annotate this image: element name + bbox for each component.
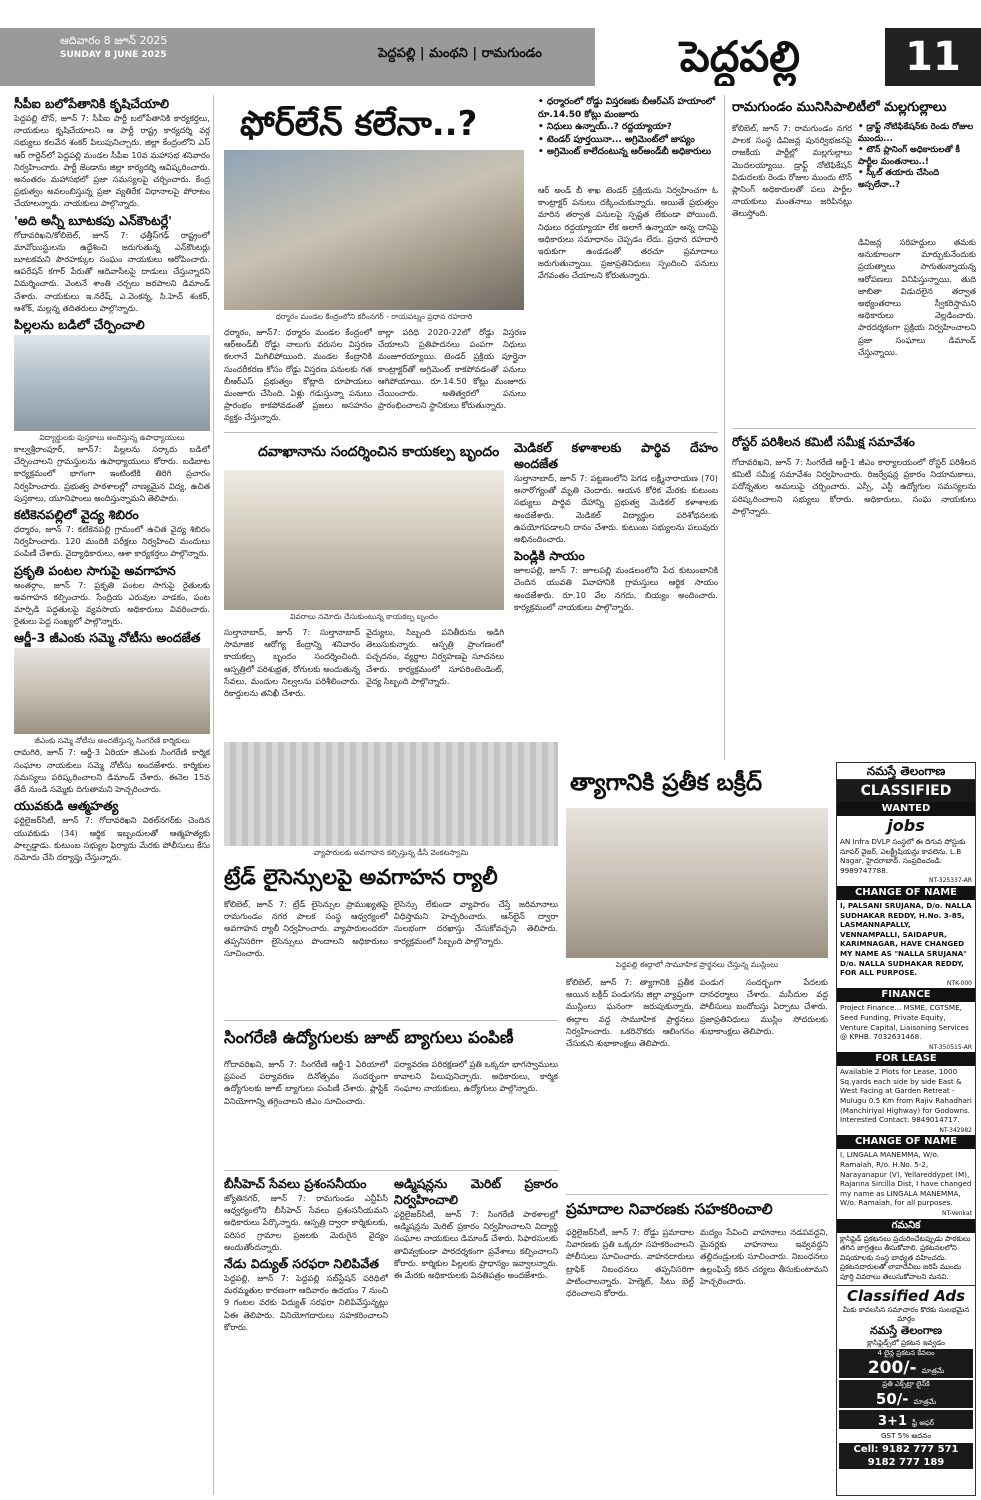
jobs-logo: jobs: [887, 816, 925, 835]
article-bch: జ్యోతినగర్, జూన్ 7: రామగుండం ఎన్టీపీసీ ఆధ్వర్యంలోని బీసీహెచ్ సేవలు ప్రశంసనీయమని అధికారులు పేర్కొన్నారు. ఆస్పత్రి ద్వారా కార్మికులకు, పరిసర గ్రామాల ప్రజలకు మెరుగైన వైద్యం అందుతోందన్నారు.: [224, 1193, 388, 1252]
section-divider: [224, 432, 718, 433]
school-photo: [14, 335, 210, 431]
price-2-value: 50/-: [875, 1390, 909, 1409]
notice-text: క్లాసిఫైడ్ ప్రకటనలు ప్రచురించేటప్పుడు పాఠకులు తగిన జాగ్రత్తలు తీసుకోవాలి. ప్రకటనలలోని విషయాలకు సంస్థ బాధ్యత వహించదు. ప్రకటనదారులతో లావాదేవీలు జరిపే ముందు పూర్తి వివరాలు తెలుసుకోవాలని మనవి.: [840, 1233, 971, 1281]
change-of-name-2-title: CHANGE OF NAME: [837, 1135, 975, 1149]
masthead-districts: పెద్దపల్లి | మంథని | రామగుండం: [378, 46, 542, 61]
price-block-2: [839, 1380, 973, 1408]
promo-brand: నమస్తే తెలంగాణ: [869, 1323, 943, 1337]
lead-bullet: • ధర్మారంలో రోడ్డు విస్తరణకు బీఆర్ఎస్ హయాంలో రూ.14.50 కోట్లు మంజూరు: [538, 96, 718, 121]
section-divider: [732, 428, 976, 429]
lease-ad: Available 2 Plots for Lease, 1000 Sq.yards each side by side East & West Facing at Garden Retreat - Mulugu 0.5 Km from Rajiv Rahadhari (Manchiriyal Highway) for Godowns. Interested Contact: 9849014717.: [840, 1067, 972, 1125]
article-cpi-body: పెద్దపల్లి టౌన్, జూన్ 7: సీపీఐ పార్టీ బలోపేతానికి కార్యకర్తలు, నాయకులు కృషిచేయాలని ఆ పార్టీ రాష్ట్ర కార్యదర్శి వర్గ సభ్యులు కలవేన శంకర్ పిలుపునిచ్చారు. జిల్లా కేంద్రంలోని ఎస్ ఆర్ గార్డెన్‌లో పెద్దపల్లి మండల సీపీఐ 10వ మహాసభ శనివారం నిర్వహించారు. పార్టీ జెండాను జిల్లా కార్యదర్శి ఆవిష్కరించారు. అనంతరం మహాసభలో ప్రజా సమస్యలపై చర్చించారు. కేంద్ర ప్రభుత్వం అవలంబిస్తున్న ప్రజా వ్యతిరేక విధానాలపై పోరాటం చేయాలన్నారు. నాయకులు పాల్గొన్నారు.: [14, 113, 210, 209]
article-admission: ఫర్టిలైజర్‌సిటీ, జూన్ 7: సింగరేణి పాఠశాలల్లో అడ్మిషన్లను మెరిట్ ప్రకారం నిర్వహించాలని విద్యార్థి సంఘాల నాయకులు డిమాండ్ చేశారు. సిఫారసులకు తావివ్వకుండా పారదర్శకంగా ప్రవేశాలు కల్పించాలని కోరారు. కార్మికుల పిల్లలకు ప్రాధాన్యం ఇవ్వాలన్నారు. ఈ మేరకు అధికారులకు వినతిపత్రం అందజేశారు.: [394, 1209, 558, 1281]
left-column: [14, 96, 210, 1496]
headline-bch: బీసీహెచ్ సేవలు ప్రశంసనీయం: [224, 1176, 367, 1191]
price-1-suffix: మాత్రమే: [921, 1367, 945, 1376]
wanted-ad-code: NT-325337-AR: [929, 877, 972, 885]
lead-headline: ఫోర్‌లేన్ కలేనా..?: [240, 104, 478, 144]
bakrid-body-col2: పండుగ సందర్భంగా పేదలకు దానధర్మాలు చేశారు. మసీదుల వద్ద పోలీసులు బందోబస్తు ఏర్పాటు చేశారు. ప్రజాప్రతినిధులు ముస్లిం సోదరులకు శుభాకాంక్షలు తెలిపారు.: [700, 977, 828, 1036]
classifieds-panel: [836, 762, 976, 1496]
headline-cpi: సీపీఐ బలోపేతానికి కృషిచేయాలి: [14, 96, 170, 111]
page-number: 11: [885, 28, 981, 86]
change-of-name-code: NTK-000: [946, 979, 972, 987]
article-power-cut: పెద్దపల్లి, జూన్ 7: పెద్దపల్లి సబ్‌స్టేషన్ పరిధిలో మరమ్మతుల కారణంగా ఆదివారం ఉదయం 7 నుంచి 9 గంటల వరకు విద్యుత్ సరఫరా నిలిపివేస్తున్నట్లు ఏఈ తెలిపారు. వినియోగదారులు సహకరించాలని కోరారు.: [224, 1273, 388, 1332]
section-divider: [224, 1170, 558, 1171]
article-school-body: కాల్వశ్రీరాంపూర్, జూన్7: పిల్లలను సర్కారు బడిలో చేర్పించాలని గ్రామస్తులను ఉపాధ్యాయులు కోరారు. బడిబాట కార్యక్రమంలో భాగంగా ఇంటింటికి తిరిగి ప్రచారం నిర్వహించారు. ప్రభుత్వ పాఠశాలల్లో నాణ్యమైన విద్య, ఉచిత పుస్తకాలు, యూనిఫాంలు అందిస్తున్నామని తెలిపారు.: [14, 444, 210, 503]
change-of-name-title: CHANGE OF NAME: [837, 886, 975, 900]
finance-title: FINANCE: [837, 988, 975, 1002]
article-suicide-body: ఫర్టిలైజర్‌సిటీ, జూన్ 7: గోదావరిఖని విఠల్‌నగర్‌కు చెందిన యువకుడు (34) ఆర్థిక ఇబ్బందులతో ఆత్మహత్యకు పాల్పడ్డాడు. కుటుంబ సభ్యుల ఫిర్యాదు మేరకు పోలీసులు కేసు నమోదు చేసి దర్యాప్తు చేస్తున్నారు.: [14, 815, 210, 862]
bakrid-prayer-photo: [566, 808, 828, 958]
kayakalpa-body-col1: సుల్తానాబాద్, జూన్ 7: సుల్తానాబాద్ సామాజిక ఆరోగ్య కేంద్రాన్ని శనివారం కాయకల్ప బృందం సందర్శించింది. ఆస్పత్రిలో పరిశుభ్రత, రోగులకు అందుతున్న సేవలు, మందుల నిల్వలను పరిశీలించారు. రికార్డులను తనిఖీ చేశారు.: [224, 627, 360, 699]
headline-trade-license: ట్రేడ్ లైసెన్సులపై అవగాహన ర్యాలీ: [224, 865, 498, 889]
promo-tagline: క్లాసిఫైడ్స్‌లో ప్రకటన ఇవ్వడం: [867, 1337, 945, 1347]
headline-bakrid: త్యాగానికి ప్రతీక బక్రీద్: [570, 770, 763, 796]
date-english: SUNDAY 8 JUNE 2025: [60, 50, 167, 60]
classified-ads-logo: Classified Ads: [846, 1286, 966, 1305]
school-photo-caption: విద్యార్థులకు పుస్తకాలు అందిస్తున్న ఉపాధ్యాయులు: [39, 433, 185, 443]
kayakalpa-photo: [224, 470, 504, 610]
contact-cell: [839, 1443, 973, 1469]
change-of-name-2-code: NT-Venkat: [942, 1210, 972, 1217]
lead-bullet: • టెండర్ పూర్తయినా... అగ్రిమెంట్‌లో జాప్యం: [538, 134, 718, 147]
headline-strike-notice: ఆర్జీ-3 జీఎంకు సమ్మె నోటీసు అందజేత: [14, 630, 201, 646]
accident-body-col2: మద్యం సేవించి వాహనాలు నడపవద్దని, మైనర్లకు వాహనాలు ఇవ్వవద్దని తల్లిదండ్రులకు సూచించారు. నిబంధనలు ఉల్లంఘిస్తే కఠిన చర్యలు తీసుకుంటామని హెచ్చరించారు.: [700, 1227, 828, 1286]
lease-code: NT-342982: [939, 1126, 972, 1134]
headline-roster: రోస్టర్ పరిశీలన కమిటీ సమీక్ష సమావేశం: [732, 435, 915, 449]
wanted-ad: AN Infra DVLP సంస్థలో ఈ దిగువ పోస్టుకు సూపర్ వైజర్, ఎలక్ట్రీషియన్లు కావలెను. L.B Nagar, హైదరాబాద్. సంప్రదించండి: 9989747788.: [840, 837, 966, 875]
headline-natural-farming: ప్రకృతి పంటల సాగుపై అవగాహన: [14, 562, 176, 578]
section-divider: [224, 1020, 558, 1021]
kayakalpa-body-col2: వైద్యులు, సిబ్బంది పనితీరును అడిగి తెలుసుకున్నారు. ఆస్పత్రి ప్రాంగణంలో పచ్చదనం, వ్యర్థాల నిర్వహణపై సూచనలు చేశారు. కార్యక్రమంలో సూపరింటెండెంట్, వైద్య సిబ్బంది పాల్గొన్నారు.: [366, 627, 504, 686]
headline-suicide: యువకుడి ఆత్మహత్య: [14, 798, 119, 814]
finance-ad: Project Finance... MSME, CGTSME, Seed Funding, Private Equity, Venture Capital, Liaisoning Services @ KPHB. 7032631468.: [840, 1003, 969, 1042]
section-divider: [566, 1194, 828, 1195]
jute-body-col1: గోదావరిఖని, జూన్ 7: సింగరేణి ఆర్జీ-1 ఏరియాలో ప్రపంచ పర్యావరణ దినోత్సవం సందర్భంగా ఉద్యోగులకు జూట్ బ్యాగులు పంపిణీ చేశారు. ప్లాస్టిక్ వినియోగాన్ని తగ్గించాలని జీఎం సూచించారు.: [224, 1059, 388, 1106]
wanted-title: WANTED: [837, 802, 975, 816]
strike-notice-photo: [14, 648, 210, 734]
admission-block: [394, 1176, 558, 1494]
medical-donation-block: [514, 440, 718, 732]
lead-body-col3: ఆర్ అండ్ బీ శాఖ టెండర్ ప్రక్రియను నిర్వహించగా ఓ కాంట్రాక్టర్ పనులు దక్కించుకున్నారు. అయితే ప్రభుత్వం మారిన తర్వాత పనులపై స్పష్టత లేకుండా పోయింది. నిధులు రద్దయ్యాయా లేక అలాగే ఉన్నాయా అన్న దానిపై అధికారులు సమాధానం చెప్పడం లేదు. ప్రధాన రహదారి ఇరుకుగా ఉండడంతో తరచూ ప్రమాదాలు జరుగుతున్నాయి. ప్రజాప్రతినిధులు స్పందించి పనులు వేగవంతం చేయాలని కోరుతున్నారు.: [538, 185, 718, 281]
headline-body-donation: మెడికల్ కళాశాలకు పార్థివ దేహం అందజేత: [514, 440, 718, 471]
headline-power-cut: నేడు విద్యుత్ సరఫరా నిలిపివేత: [224, 1256, 379, 1272]
headline-accident: ప్రమాదాల నివారణకు సహకరించాలి: [566, 1200, 773, 1218]
price-block-1: [839, 1349, 973, 1378]
lead-bullet: • అగ్రిమెంట్ కాలేదంటున్న ఆర్అండ్‌బీ అధికారులు: [538, 146, 718, 159]
classified-ads-subtitle: మీకు కావలసిన సమాచారం కొరకు సులభమైన మార్గం: [842, 1304, 970, 1324]
contact-cell-2: 9182 777 189: [867, 1456, 945, 1468]
trade-body-col1: కోలిబెల్, జూన్ 7: ట్రేడ్ లైసెన్సుల ప్రాముఖ్యతపై రామగుండం నగర పాలక సంస్థ ఆధ్వర్యంలో అవగాహన ర్యాలీ నిర్వహించారు. వ్యాపారులందరూ తప్పనిసరిగా లైసెన్సులు పొందాలని అధికారులు సూచించారు.: [224, 899, 388, 958]
article-natural-farming-body: అంతర్గాం, జూన్ 7: ప్రకృతి పంటల సాగుపై రైతులకు అవగాహన కల్పించారు. సేంద్రియ ఎరువుల వాడకం, పంట మార్పిడి పద్ధతులపై వ్యవసాయ అధికారులు వివరించారు. రైతులు పెద్ద సంఖ్యలో పాల్గొన్నారు.: [14, 579, 210, 627]
article-medical-camp-body: ధర్మారం, జూన్ 7: కటికెనపల్లి గ్రామంలో ఉచిత వైద్య శిబిరం నిర్వహించారు. 120 మందికి పరీక్షలు నిర్వహించి మందులు పంపిణీ చేశారు. వైద్యాధికారులు, ఆశా కార్యకర్తలు పాల్గొన్నారు.: [14, 524, 210, 559]
change-of-name-2-ad: I, LINGALA MANEMMA, W/o. Ramaiah, R/o. H.No. 5-2, Narayanapur (V), Yellareddypet (M), Rajanna Sircilla Dist, I have changed my name as LINGALA MANEMMA, W/o. Ramaiah, for all purposes.: [840, 1150, 972, 1208]
notice-title: గమనిక: [837, 1219, 975, 1233]
trade-body-col2: లైసెన్సు లేకుండా వ్యాపారం చేస్తే జరిమానాలు విధిస్తామని హెచ్చరించారు. ఆన్‌లైన్ ద్వారా సులభంగా దరఖాస్తు చేసుకోవచ్చని తెలిపారు. కార్యక్రమంలో సిబ్బంది పాల్గొన్నారు.: [394, 899, 558, 946]
headline-admission: అడ్మిషన్లను మెరిట్ ప్రకారం నిర్వహించాలి: [394, 1176, 558, 1207]
bakrid-body-col1: కోలిబెల్, జూన్ 7: త్యాగానికి ప్రతీక అయిన బక్రీద్ పండుగను జిల్లా వ్యాప్తంగా ముస్లింలు ఘనంగా జరుపుకున్నారు. ఈద్గాల వద్ద సామూహిక ప్రార్థనలు నిర్వహించారు. ఒకరినొకరు ఆలింగనం చేసుకుని శుభాకాంక్షలు తెలిపారు.: [566, 977, 694, 1049]
price-2-suffix: మాత్రమే: [913, 1398, 937, 1407]
change-of-name-ad: I, PALSANI SRUJANA, D/o. NALLA SUDHAKAR REDDY, H.No. 3-85, LASMANNAPALLY, VENNAMPALLI, SAIDAPUR, KARIMNAGAR, HAVE CHANGED MY NAME AS "NALLA SRUJANA" D/o. NALLA SUDHAKAR REDDY, FOR ALL PURPOSE.: [840, 900, 972, 978]
ramagundam-body-col1: కోలిబెల్, జూన్ 7: రామగుండం నగర పాలక సంస్థ డివిజన్ల పునర్విభజనపై రాజకీయ పార్టీల్లో మల్లగుల్లాలు మొదలయ్యాయి. డ్రాఫ్ట్ నోటిఫికేషన్ విడుదలకు రెండు రోజుల ముందు టౌన్ ప్లానింగ్ అధికారులతో పలు పార్టీల నాయకులు మంతనాలు జరిపినట్లు తెలుస్తోంది.: [732, 123, 852, 219]
article-body-donation: సుల్తానాబాద్, జూన్ 7: పట్టణంలోని పెగడ లక్ష్మీనారాయణ (70) అనారోగ్యంతో మృతి చెందారు. ఆయన కోరిక మేరకు కుటుంబ సభ్యులు పార్థివ దేహాన్ని ప్రభుత్వ మెడికల్ కళాశాలకు అందజేశారు. మెడికల్ విద్యార్థుల పరిశోధనలకు ఉపయోగపడాలని దానం చేశారు. కుటుంబ సభ్యులను పలువురు అభినందించారు.: [514, 473, 718, 545]
lead-bullet: • నిధులు ఉన్నాయ్..? రద్దయ్యాయా?: [538, 121, 718, 134]
ramagundam-bullet: • స్కీల్ తయారు చేసింది అస్సలేనా..?: [858, 168, 976, 191]
article-marriage-aid: జూలపల్లి, జూన్ 7: జూలపల్లి మండలంలోని పేద కుటుంబానికి చెందిన యువతి వివాహానికి గ్రామస్తులు ఆర్థిక సాయం అందజేశారు. రూ.10 వేల నగదు, బియ్యం అందించారు. కార్యక్రమంలో నాయకులు పాల్గొన్నారు.: [514, 565, 718, 612]
lead-photo-caption: ధర్మారం మండల కేంద్రంలోని కరీంనగర్ - రాయపట్నం ప్రధాన రహదారి: [275, 312, 473, 321]
headline-medical-camp: కటికెనపల్లిలో వైద్య శిబిరం: [14, 507, 139, 523]
article-encounter-body: గోదావరిఖని/కోలిబెల్, జూన్ 7: ఛత్తీస్‌గఢ్ రాష్ట్రంలో మావోయిస్టులను ఉద్దేశించి జరుగుతున్న ఎన్‌కౌంటర్లు బూటకమని పౌరహక్కుల సంఘం నాయకులు ఆరోపించారు. ఆపరేషన్ కగార్ పేరుతో ఆదివాసీలపై దాడులు చేస్తున్నారని విమర్శించారు. వెంటనే శాంతి చర్చలు జరపాలని డిమాండ్ చేశారు. నాయకులు ఇ.నరేష్, ఎ.వెంకన్న, సి.హెచ్ శంకర్, ఆశోక్, మల్లన్న తదితరులు పాల్గొన్నారు.: [14, 229, 210, 313]
lead-bullets: [538, 96, 718, 178]
kayakalpa-caption: వివరాలు నమోదు చేసుకుంటున్న కాయకల్ప బృందం: [290, 612, 438, 621]
classifieds-banner: CLASSIFIED: [837, 780, 975, 802]
ramagundam-bullet: • డ్రాఫ్ట్ నోటిఫికేషన్‌కు రెండు రోజుల ముందు...: [858, 122, 976, 145]
offer-text: ఫ్రీ ఆఫర్: [912, 1419, 934, 1428]
offer-value: 3+1: [878, 1414, 907, 1430]
price-2-label: ప్రతి ఎక్స్‌ట్రా లైన్‌కి: [882, 1380, 930, 1389]
article-strike-notice-body: రామగిరి, జూన్ 7: ఆర్జీ-3 ఏరియా జీఎంకు సింగరేణి కార్మిక సంఘాల నాయకులు సమ్మె నోటీసు అందజేశారు. కార్మికుల సమస్యలు పరిష్కరించాలని డిమాండ్ చేశారు. ఈనెల 15వ తేదీ నుండి సమ్మెకు దిగుతామని హెచ్చరించారు.: [14, 747, 210, 795]
lead-road-photo: [224, 150, 524, 310]
lease-title: FOR LEASE: [837, 1052, 975, 1066]
price-1-value: 200/-: [867, 1358, 917, 1379]
headline-school: పిల్లలను బడిలో చేర్పించాలి: [14, 317, 145, 333]
classifieds-brand: నమస్తే తెలంగాణ: [837, 763, 975, 780]
trade-rally-photo: [224, 742, 558, 846]
date-telugu: ఆదివారం 8 జూన్ 2025: [60, 34, 168, 47]
strike-notice-caption: జీఎంకు సమ్మె నోటీసు అందజేస్తున్న సింగరేణి కార్మికులు: [34, 736, 190, 746]
section-title: పెద్దపల్లి: [595, 28, 885, 86]
lead-body-col1: ధర్మారం, జూన్7: ధర్మారం మండల కేంద్రంలో ఆర్అండ్‌బీ రోడ్డు నాలుగు వరుసల విస్తరణ కలగానే మిగిలిపోయింది. మండల కేంద్రానికి సుందరీకరణ కోసం రోడ్డు విస్తరణ పనులకు గత బీఆర్ఎస్ ప్రభుత్వం కోట్లాది రూపాయలు మంజూరు చేసింది. ఏళ్లు గడుస్తున్నా పనులు ప్రారంభం కాకపోవడంతో ప్రజలు అసహనం వ్యక్తం చేస్తున్నారు.: [224, 327, 372, 423]
ramagundam-bullet: • టౌన్ ప్లానింగ్ అధికారులతో కీ పార్టీల మంతనాలు..!: [858, 145, 976, 168]
headline-jute-bags: సింగరేణి ఉద్యోగులకు జూట్ బ్యాగులు పంపిణీ: [224, 1028, 514, 1047]
classified-ads-promo: [837, 1285, 975, 1471]
trade-rally-caption: వ్యాపారులకు అవగాహన కల్పిస్తున్న డీసీ వెంకటస్వామి: [313, 848, 469, 857]
price-1-label: 4 లైన్ల ప్రకటన కేవలం: [877, 1349, 935, 1358]
ramagundam-bullets: [858, 122, 976, 232]
column-divider: [724, 95, 725, 760]
column-divider: [213, 95, 214, 1495]
lead-body-col2: కాల్లా పరిధి 2020-22లో రోడ్డు విస్తరణ చేయాలని ప్రతిపాదనలు పంపగా నిధులు మంజూరయ్యాయి. టెండర్ ప్రక్రియ పూర్తైనా కాంట్రాక్టర్‌తో అగ్రిమెంట్ కాకపోవడంతో పనులు ఆగిపోయాయి. రూ.14.50 కోట్లు మంజూరు చేయించారు. అతిత్వరలో పనులు ప్రారంభించాలని స్థానికులు కోరుతున్నారు.: [378, 327, 526, 411]
bakrid-caption: పెద్దపల్లి ఈద్గాలో సామూహిక ప్రార్థనలు చేస్తున్న ముస్లింలు: [615, 960, 779, 969]
headline-ramagundam: రామగుండం మునిసిపాలిటీలో మల్లగుల్లాలు: [732, 100, 947, 115]
bch-block: [224, 1176, 388, 1494]
ramagundam-body-col2: డివిజన్ల సరిహద్దులు తమకు అనుకూలంగా మార్చుకునేందుకు ప్రయత్నాలు సాగుతున్నాయన్న ఆరోపణలు వినిపిస్తున్నాయి. తుది జాబితా విడుదలైన తర్వాత అభ్యంతరాలు స్వీకరిస్తామని అధికారులు వెల్లడించారు. పారదర్శకంగా ప్రక్రియ నిర్వహించాలని ప్రజా సంఘాలు డిమాండ్ చేస్తున్నాయి.: [858, 237, 976, 357]
headline-encounter: 'అది అన్నీ బూటకపు ఎన్‌కౌంటర్లే': [14, 212, 173, 228]
masthead-date: [60, 34, 220, 78]
roster-body: గోదావరిఖని, జూన్ 7: సింగరేణి ఆర్జీ-1 జీఎం కార్యాలయంలో రోస్టర్ పరిశీలన కమిటీ సమీక్ష సమావేశం నిర్వహించారు. రిజర్వేషన్ల ప్రకారం నియామకాలు, పదోన్నతుల అమలుపై చర్చించారు. ఎస్సీ, ఎస్టీ ఉద్యోగుల సమస్యలను పరిష్కరించాలని సభ్యులు కోరారు. అధికారులు, సంఘ నాయకులు పాల్గొన్నారు.: [732, 457, 976, 516]
contact-cell-1: Cell: 9182 777 571: [853, 1443, 959, 1455]
headline-marriage-aid: పెండ్లికి సాయం: [514, 548, 585, 564]
headline-kayakalpa: దవాఖానాను సందర్శించిన కాయకల్ప బృందం: [258, 444, 500, 460]
offer-block: [839, 1410, 973, 1429]
finance-code: NT-350515-AR: [929, 1043, 972, 1051]
jute-body-col2: పర్యావరణ పరిరక్షణలో ప్రతి ఒక్కరూ భాగస్వాములు కావాలని పిలుపునిచ్చారు. అధికారులు, కార్మిక సంఘాల నాయకులు, ఉద్యోగులు పాల్గొన్నారు.: [394, 1059, 558, 1094]
gst-note: GST 5% అదనం: [880, 1431, 931, 1441]
accident-body-col1: ఫర్టిలైజర్‌సిటీ, జూన్ 7: రోడ్డు ప్రమాదాల నివారణకు ప్రతి ఒక్కరూ సహకరించాలని పోలీసులు సూచించారు. వాహనదారులు ట్రాఫిక్ నిబంధనలు తప్పనిసరిగా పాటించాలన్నారు. హెల్మెట్, సీటు బెల్ట్ ధరించాలని కోరారు.: [566, 1227, 694, 1299]
